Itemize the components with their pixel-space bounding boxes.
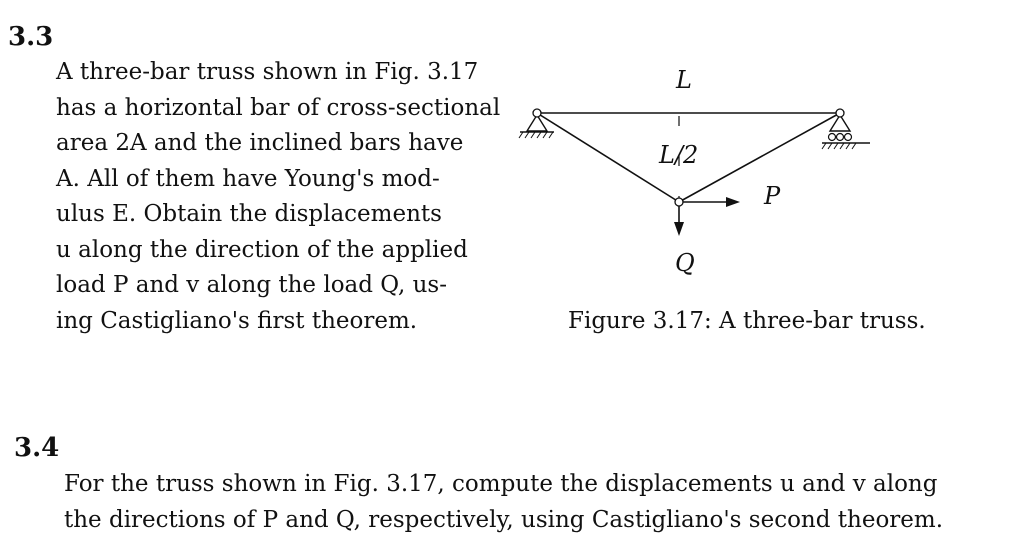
- load-arrow-p: [683, 197, 740, 207]
- joint-left: [533, 109, 541, 117]
- label-l: L: [676, 66, 692, 94]
- text-line: load P and v along the load Q, us-: [56, 272, 448, 298]
- label-p: P: [764, 182, 781, 210]
- text-line: A. All of them have Young's mod-: [56, 165, 440, 192]
- text-line: For the truss shown in Fig. 3.17, compute the displacements u and v along: [64, 471, 938, 497]
- joint-right: [836, 109, 844, 117]
- problem-3-4-text: [64, 466, 943, 538]
- left-inclined-bar: [537, 113, 679, 202]
- text-line: area 2A and the inclined bars have: [56, 130, 464, 156]
- right-inclined-bar: [679, 113, 840, 202]
- truss-figure: [512, 55, 932, 295]
- text-line: ulus E. Obtain the displacements: [56, 201, 442, 227]
- figure-caption: Figure 3.17: A three-bar truss.: [568, 308, 926, 334]
- load-arrow-q: [674, 206, 684, 236]
- text-line: A three-bar truss shown in Fig. 3.17: [56, 59, 479, 85]
- text-line: the directions of P and Q, respectively, using Castigliano's second theorem.: [64, 507, 944, 533]
- text-line: ing Castigliano's first theorem.: [56, 307, 418, 334]
- label-l-half: L/2: [659, 141, 699, 169]
- label-q: Q: [675, 249, 695, 277]
- text-line: u along the direction of the applied: [56, 236, 468, 263]
- pin-support-left: [519, 115, 554, 138]
- problem-3-4-number: 3.4: [14, 433, 60, 463]
- problem-3-3-text: [56, 55, 500, 339]
- roller-support-right: [822, 115, 870, 149]
- text-line: has a horizontal bar of cross-sectional: [56, 94, 501, 121]
- joint-bottom: [675, 198, 683, 206]
- problem-3-3-number: 3.3: [8, 22, 54, 52]
